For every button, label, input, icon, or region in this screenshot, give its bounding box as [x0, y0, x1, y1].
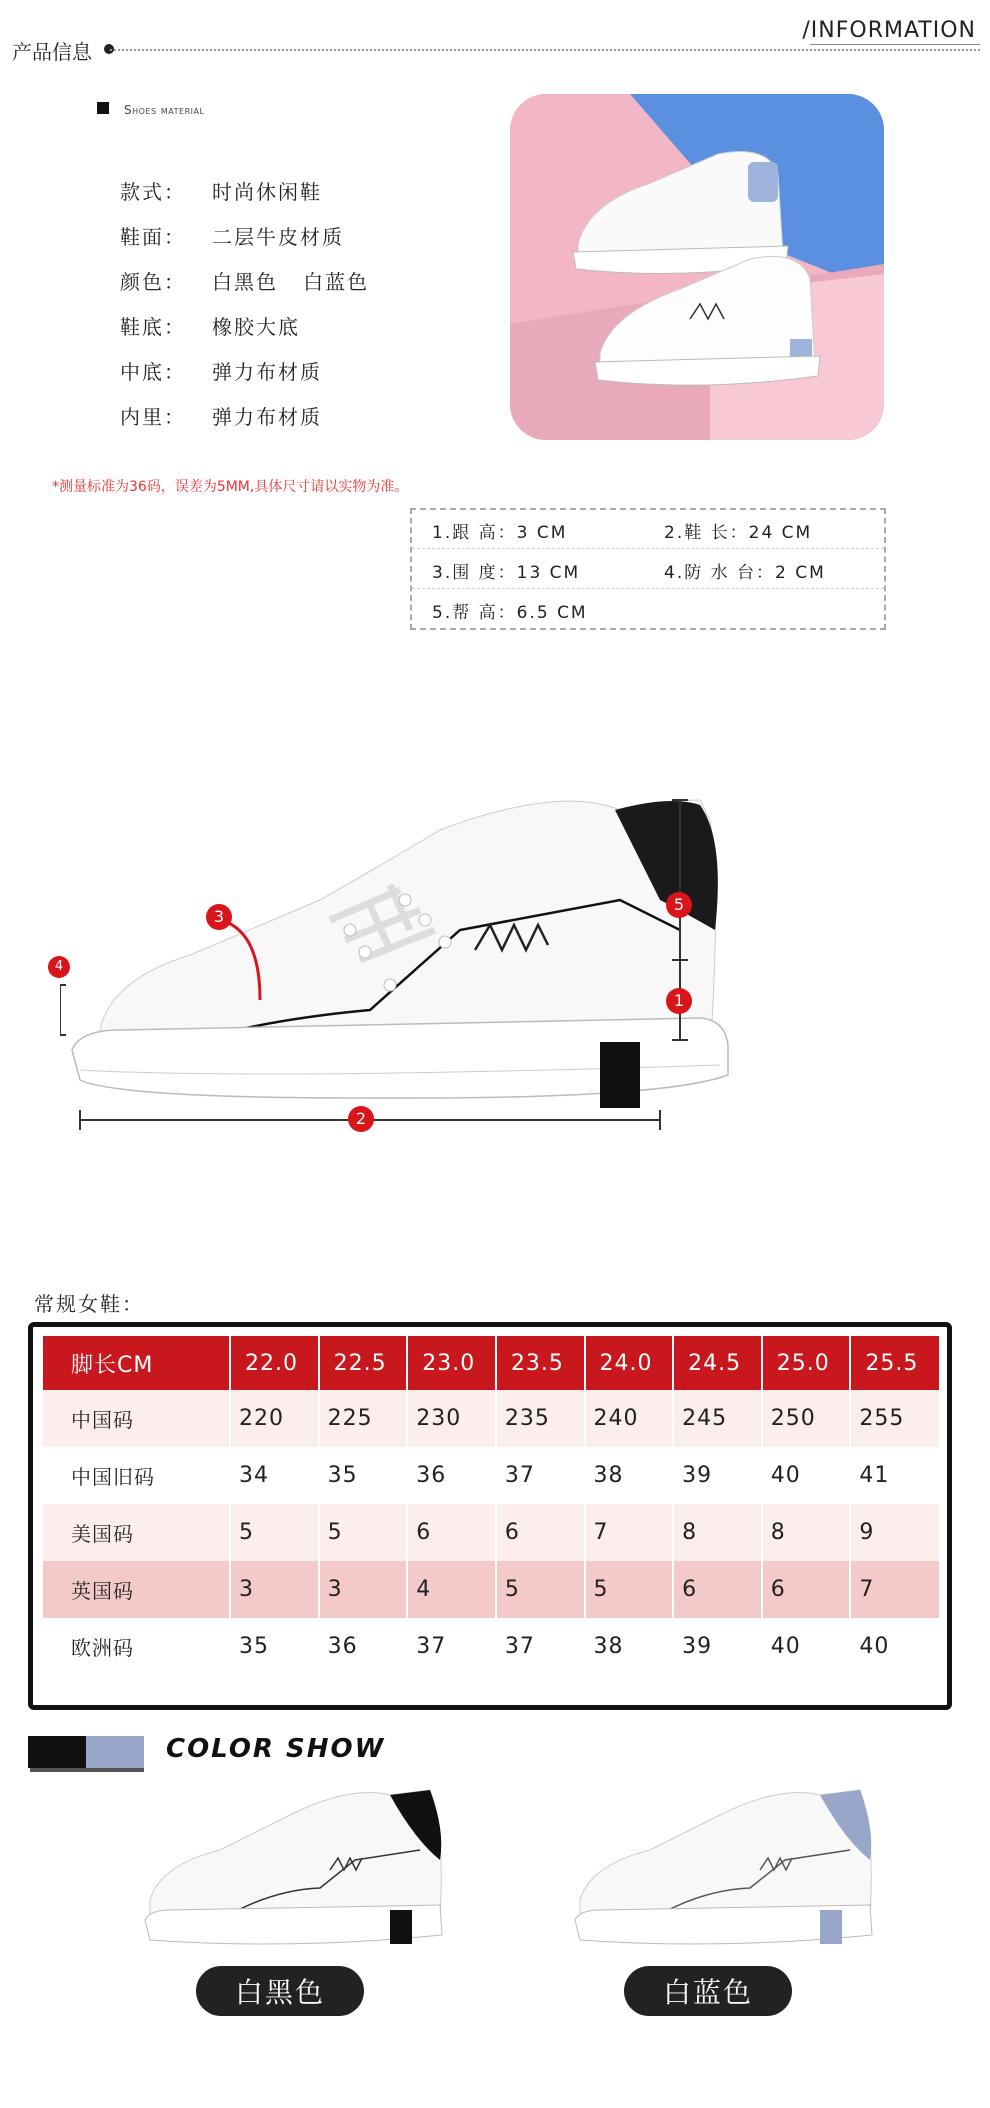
header-cell: 25.0: [762, 1336, 851, 1390]
header-cell: 23.5: [496, 1336, 585, 1390]
table-cell: 4: [407, 1561, 496, 1618]
table-row: [42, 1618, 939, 1675]
table-cell: 35: [230, 1618, 319, 1675]
measurement-platform: 4.防 水 台：2 CM: [664, 563, 826, 583]
material-title: Shoes material: [124, 103, 205, 117]
table-cell: 8: [673, 1504, 762, 1561]
table-cell: 37: [407, 1618, 496, 1675]
spec-row: 鞋底： 橡胶大底: [120, 315, 300, 339]
marker-1: 1: [666, 988, 692, 1014]
header-cell: 22.5: [319, 1336, 408, 1390]
measurement-box: [410, 508, 886, 630]
table-cell: 5: [585, 1561, 674, 1618]
spec-row: 鞋面： 二层牛皮材质: [120, 225, 344, 249]
table-cell: 40: [762, 1618, 851, 1675]
header-cell: 22.0: [230, 1336, 319, 1390]
shoe-dimension-diagram: [54, 780, 940, 1220]
section-title-information: /INFORMATION: [802, 18, 976, 43]
table-cell: 37: [496, 1447, 585, 1504]
header-cell: 25.5: [850, 1336, 939, 1390]
table-cell: 40: [850, 1618, 939, 1675]
swatch-blue: [86, 1736, 144, 1768]
table-cell: 34: [230, 1447, 319, 1504]
color-show-title: COLOR SHOW: [166, 1734, 386, 1764]
table-cell: 230: [407, 1390, 496, 1447]
table-cell: 235: [496, 1390, 585, 1447]
spec-row: 内里： 弹力布材质: [120, 405, 322, 429]
measurement-note: *测量标准为36码，误差为5MM,具体尺寸请以实物为准。: [52, 479, 409, 495]
shoe-image-white-black: [140, 1770, 460, 1974]
spec-row: 颜色： 白黑色 白蓝色: [120, 270, 370, 294]
table-cell: 9: [850, 1504, 939, 1561]
variant-label-white-black: 白黑色: [196, 1966, 364, 2016]
measurement-heel-height: 1.跟 高：3 CM: [432, 523, 568, 543]
row-label: 中国旧码: [42, 1447, 230, 1504]
table-cell: 5: [230, 1504, 319, 1561]
variant-label-white-blue: 白蓝色: [624, 1966, 792, 2016]
table-cell: 5: [319, 1504, 408, 1561]
row-divider: [412, 548, 884, 549]
table-cell: 6: [673, 1561, 762, 1618]
table-cell: 38: [585, 1618, 674, 1675]
table-cell: 39: [673, 1447, 762, 1504]
table-cell: 41: [850, 1447, 939, 1504]
row-label: 欧洲码: [42, 1618, 230, 1675]
table-cell: 40: [762, 1447, 851, 1504]
header-cell: 23.0: [407, 1336, 496, 1390]
table-row: [42, 1447, 939, 1504]
table-cell: 7: [585, 1504, 674, 1561]
table-row: [42, 1504, 939, 1561]
table-cell: 7: [850, 1561, 939, 1618]
table-cell: 245: [673, 1390, 762, 1447]
marker-4: 4: [48, 956, 70, 978]
marker-3: 3: [206, 904, 232, 930]
row-label: 英国码: [42, 1561, 230, 1618]
marker-2: 2: [348, 1106, 374, 1132]
spec-row: 款式： 时尚休闲鞋: [120, 180, 322, 204]
section-title-product-info: 产品信息: [12, 40, 92, 64]
table-cell: 6: [762, 1561, 851, 1618]
table-cell: 3: [230, 1561, 319, 1618]
measurement-shoe-length: 2.鞋 长：24 CM: [664, 523, 813, 543]
header-cell: 24.5: [673, 1336, 762, 1390]
shoe-image-white-blue: [570, 1770, 890, 1974]
spec-row: 中底： 弹力布材质: [120, 360, 322, 384]
size-table-caption: 常规女鞋：: [34, 1292, 144, 1316]
measurement-circumference: 3.围 度：13 CM: [432, 563, 581, 583]
table-cell: 250: [762, 1390, 851, 1447]
table-cell: 36: [407, 1447, 496, 1504]
dotted-divider: [110, 49, 980, 51]
table-row: [42, 1390, 939, 1447]
measurement-upper-height: 5.帮 高：6.5 CM: [432, 603, 588, 623]
row-label: 中国码: [42, 1390, 230, 1447]
table-cell: 5: [496, 1561, 585, 1618]
table-cell: 6: [407, 1504, 496, 1561]
row-label: 美国码: [42, 1504, 230, 1561]
size-table: [41, 1336, 939, 1675]
table-cell: 255: [850, 1390, 939, 1447]
size-table-frame: [28, 1322, 952, 1710]
table-cell: 39: [673, 1618, 762, 1675]
swatch-black: [28, 1736, 86, 1768]
header-cell: 24.0: [585, 1336, 674, 1390]
table-cell: 6: [496, 1504, 585, 1561]
table-cell: 36: [319, 1618, 408, 1675]
table-cell: 8: [762, 1504, 851, 1561]
table-cell: 37: [496, 1618, 585, 1675]
table-header-row: [42, 1336, 939, 1390]
table-cell: 240: [585, 1390, 674, 1447]
table-row: [42, 1561, 939, 1618]
header-cell: 脚长CM: [42, 1336, 230, 1390]
header-underline: [810, 44, 980, 45]
table-cell: 225: [319, 1390, 408, 1447]
table-cell: 3: [319, 1561, 408, 1618]
table-cell: 35: [319, 1447, 408, 1504]
row-divider: [412, 588, 884, 589]
square-bullet-icon: [97, 102, 109, 114]
table-cell: 220: [230, 1390, 319, 1447]
product-photo: [510, 94, 884, 440]
table-cell: 38: [585, 1447, 674, 1504]
marker-5: 5: [666, 892, 692, 918]
